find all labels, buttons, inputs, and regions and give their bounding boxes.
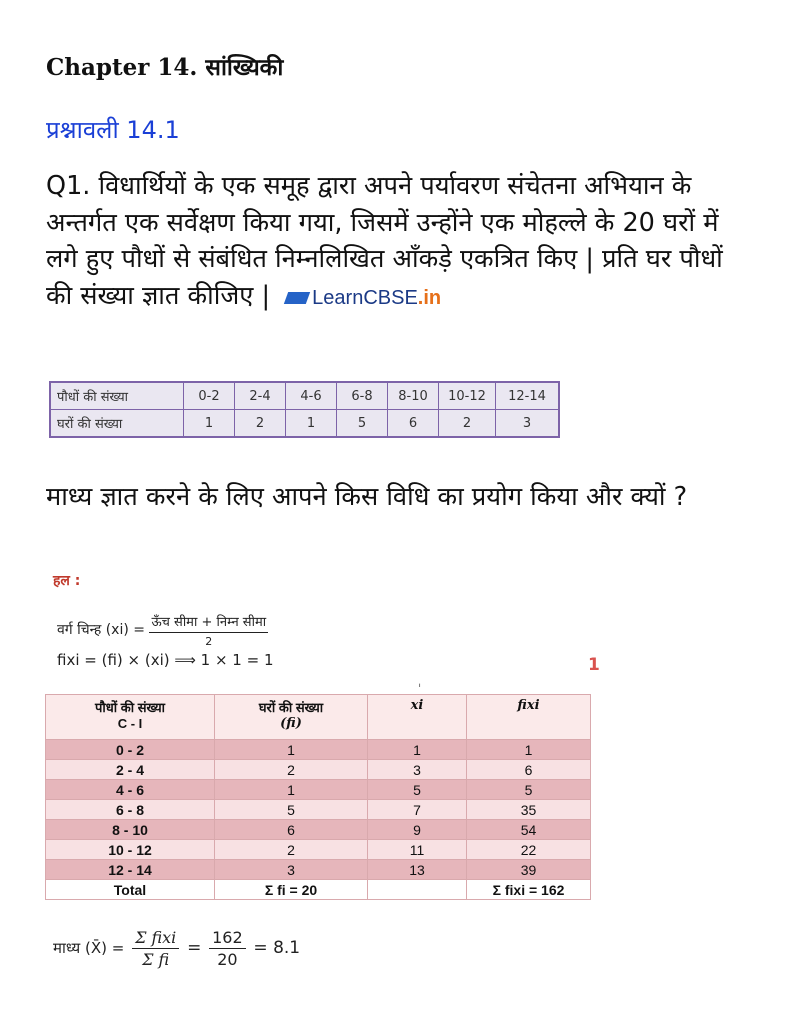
table-cell: 5	[337, 410, 388, 438]
solution-table	[45, 694, 591, 900]
xi-cell: 9	[368, 820, 467, 840]
mean-result: = 8.1	[253, 938, 301, 958]
row-label: घरों की संख्या	[50, 410, 184, 438]
fixi-cell: 39	[467, 860, 591, 880]
col-header-ci	[46, 695, 215, 740]
table-cell: 2	[235, 410, 286, 438]
fi-cell: 2	[215, 840, 368, 860]
fixi-formula: fixi = (fi) × (xi) ⟹ 1 × 1 = 1	[57, 651, 274, 669]
watermark-name: LearnCBSE	[312, 286, 418, 309]
table-cell: 6	[388, 410, 439, 438]
watermark-tld: .in	[417, 286, 442, 309]
fixi-cell: 1	[467, 740, 591, 760]
class-mark-label: वर्ग चिन्ह (xi) =	[57, 622, 145, 638]
table-row	[46, 860, 591, 880]
fi-cell: 2	[215, 760, 368, 780]
total-xi	[368, 880, 467, 900]
table-cell: 2-4	[235, 382, 286, 410]
table-cell: 12-14	[496, 382, 560, 410]
table-row	[50, 410, 559, 438]
fixi-cell: 54	[467, 820, 591, 840]
table-cell: 2	[439, 410, 496, 438]
question-1	[46, 168, 746, 316]
mean-label: माध्य (X̄) =	[53, 939, 125, 957]
fraction-numerator: Σ fixi	[132, 928, 179, 949]
ci-cell: 0 - 2	[46, 740, 215, 760]
plants-frequency-table	[49, 381, 560, 438]
mean-fraction-numeric	[209, 928, 246, 969]
table-cell: 1	[184, 410, 235, 438]
header-text: पौधों की संख्या	[95, 700, 165, 715]
fi-cell: 5	[215, 800, 368, 820]
ci-cell: 12 - 14	[46, 860, 215, 880]
fi-cell: 1	[215, 780, 368, 800]
header-text: घरों की संख्या	[258, 700, 324, 715]
question-2: माध्य ज्ञात करने के लिए आपने किस विधि का प्रयोग किया और क्यों ?	[46, 482, 688, 512]
xi-cell: 1	[368, 740, 467, 760]
col-header-fi	[215, 695, 368, 740]
fraction-denominator: Σ fi	[142, 950, 170, 969]
stray-digit: 1	[588, 655, 600, 675]
fraction-denominator: 20	[217, 950, 238, 969]
table-row	[50, 382, 559, 410]
table-total-row	[46, 880, 591, 900]
table-row	[46, 740, 591, 760]
fi-cell: 1	[215, 740, 368, 760]
ci-cell: 10 - 12	[46, 840, 215, 860]
class-mark-fraction	[149, 612, 268, 648]
row-label: पौधों की संख्या	[50, 382, 184, 410]
fi-cell: 6	[215, 820, 368, 840]
xi-cell: 13	[368, 860, 467, 880]
learncbse-watermark	[286, 280, 441, 317]
table-row	[46, 840, 591, 860]
xi-cell: 5	[368, 780, 467, 800]
chapter-title: Chapter 14. सांख्यिकी	[46, 54, 284, 81]
total-fi: Σ fi = 20	[215, 880, 368, 900]
stray-mark: ˌ	[418, 674, 422, 688]
fraction-numerator: 162	[209, 928, 246, 949]
fi-cell: 3	[215, 860, 368, 880]
table-header-row	[46, 695, 591, 740]
xi-cell: 3	[368, 760, 467, 780]
table-cell: 1	[286, 410, 337, 438]
fixi-cell: 22	[467, 840, 591, 860]
fixi-cell: 6	[467, 760, 591, 780]
table-row	[46, 780, 591, 800]
table-row	[46, 800, 591, 820]
solution-label: हल :	[53, 573, 81, 589]
table-cell: 8-10	[388, 382, 439, 410]
table-row	[46, 820, 591, 840]
question-text: Q1. विधार्थियों के एक समूह द्वारा अपने पर्यावरण संचेतना अभियान के अन्तर्गत एक सर्वेक्षण किया गया, जिसमें उन्होंने एक मोहल्ले के 20 घरों में लगे हुए पौधों से संबंधित निम्नलिखित आँकड़े एकत्रित किए | प्रति घर पौधों की संख्या ज्ञात कीजिए |	[46, 171, 723, 311]
total-fixi: Σ fixi = 162	[467, 880, 591, 900]
total-label: Total	[46, 880, 215, 900]
table-cell: 6-8	[337, 382, 388, 410]
fixi-cell: 5	[467, 780, 591, 800]
table-cell: 10-12	[439, 382, 496, 410]
ci-cell: 4 - 6	[46, 780, 215, 800]
header-text: C - I	[117, 716, 143, 731]
table-cell: 3	[496, 410, 560, 438]
xi-cell: 7	[368, 800, 467, 820]
col-header-fixi: fixi	[467, 695, 591, 740]
table-cell: 0-2	[184, 382, 235, 410]
header-text: (fi)	[280, 716, 302, 731]
xi-cell: 11	[368, 840, 467, 860]
table-row	[46, 760, 591, 780]
ci-cell: 2 - 4	[46, 760, 215, 780]
equals-sign: =	[187, 938, 202, 958]
table-cell: 4-6	[286, 382, 337, 410]
col-header-xi: xi	[368, 695, 467, 740]
mean-fraction-symbolic	[132, 928, 179, 969]
graduation-cap-icon	[284, 292, 310, 304]
fraction-numerator: ऊँच सीमा + निम्न सीमा	[149, 612, 268, 633]
exercise-title: प्रश्नावली 14.1	[46, 116, 180, 144]
ci-cell: 8 - 10	[46, 820, 215, 840]
class-mark-formula	[57, 612, 268, 648]
fraction-denominator: 2	[205, 635, 213, 648]
fixi-cell: 35	[467, 800, 591, 820]
mean-formula	[53, 928, 300, 969]
ci-cell: 6 - 8	[46, 800, 215, 820]
